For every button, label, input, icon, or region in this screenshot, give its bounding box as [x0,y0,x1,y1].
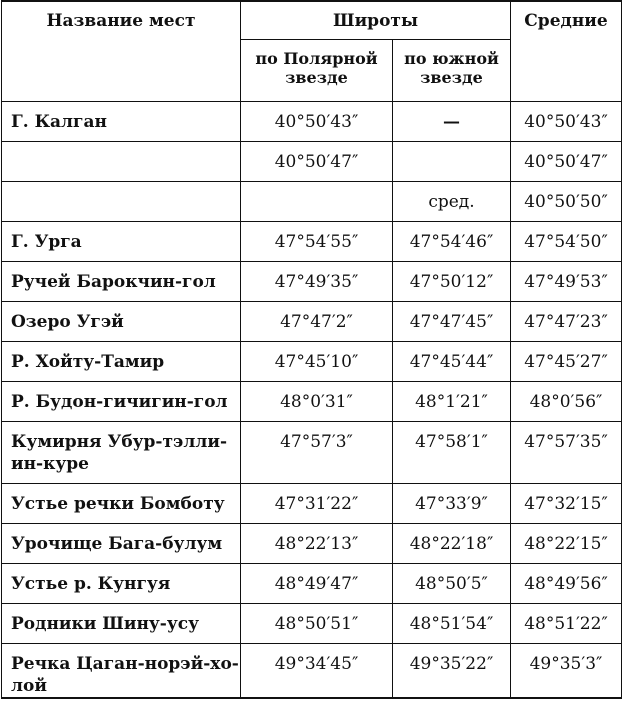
table-row [2,261,622,301]
latitude-polaris: 47°54′55″ [241,221,393,261]
table-row [2,563,622,603]
latitude-south: 49°35′22″ [393,643,511,698]
latitude-polaris: 48°50′51″ [241,603,393,643]
latitude-average: 47°47′23″ [511,301,622,341]
table-row [2,221,622,261]
place-name: Устье речки Бомботу [2,483,241,523]
latitude-south: 47°58′1″ [393,421,511,483]
latitude-polaris: 47°47′2″ [241,301,393,341]
latitude-south [393,141,511,181]
latitude-average: 48°0′56″ [511,381,622,421]
table-row [2,483,622,523]
latitude-average: 40°50′43″ [511,101,622,141]
place-name: Речка Цаган-норэй-хо-лой [2,643,241,698]
latitude-average: 47°45′27″ [511,341,622,381]
header-by-south-star: по южной звезде [393,39,511,101]
header-by-polaris: по Полярной звезде [241,39,393,101]
latitude-table [1,0,622,699]
table-row [2,603,622,643]
table-row [2,141,622,181]
place-name: Родники Шину-усу [2,603,241,643]
latitude-average: 49°35′3″ [511,643,622,698]
latitude-polaris: 40°50′47″ [241,141,393,181]
place-name [2,181,241,221]
latitude-south: 47°47′45″ [393,301,511,341]
latitude-average: 48°51′22″ [511,603,622,643]
latitude-average: 47°32′15″ [511,483,622,523]
latitude-south: 47°54′46″ [393,221,511,261]
table-row [2,421,622,483]
latitude-average: 40°50′50″ [511,181,622,221]
header-average: Средние [511,1,622,101]
latitude-polaris: 47°57′3″ [241,421,393,483]
header-latitudes: Широты [241,1,511,39]
latitude-polaris: 48°0′31″ [241,381,393,421]
table-row [2,181,622,221]
table-row [2,643,622,698]
latitude-south: 48°51′54″ [393,603,511,643]
header-place-names: Название мест [2,1,241,101]
latitude-polaris: 40°50′43″ [241,101,393,141]
table-row [2,101,622,141]
latitude-average: 48°22′15″ [511,523,622,563]
latitude-polaris: 47°31′22″ [241,483,393,523]
latitude-polaris: 48°22′13″ [241,523,393,563]
latitude-south: 47°50′12″ [393,261,511,301]
latitude-south: сред. [393,181,511,221]
latitude-average: 47°49′53″ [511,261,622,301]
table-row [2,381,622,421]
latitude-polaris [241,181,393,221]
latitude-polaris: 48°49′47″ [241,563,393,603]
table-row [2,341,622,381]
latitude-average: 47°54′50″ [511,221,622,261]
place-name [2,141,241,181]
place-name: Р. Хойту-Тамир [2,341,241,381]
latitude-south: 47°33′9″ [393,483,511,523]
place-name: Озеро Угэй [2,301,241,341]
place-name: Устье р. Кунгуя [2,563,241,603]
place-name: Р. Будон-гичигин-гол [2,381,241,421]
table-row [2,523,622,563]
latitude-south: — [393,101,511,141]
latitude-polaris: 47°49′35″ [241,261,393,301]
place-name: Г. Урга [2,221,241,261]
place-name: Урочище Бага-булум [2,523,241,563]
latitude-south: 48°1′21″ [393,381,511,421]
latitude-polaris: 49°34′45″ [241,643,393,698]
latitude-polaris: 47°45′10″ [241,341,393,381]
table-row [2,301,622,341]
latitude-south: 47°45′44″ [393,341,511,381]
place-name: Кумирня Убур-тэлли-ин-куре [2,421,241,483]
latitude-average: 40°50′47″ [511,141,622,181]
latitude-average: 47°57′35″ [511,421,622,483]
latitude-south: 48°50′5″ [393,563,511,603]
latitude-south: 48°22′18″ [393,523,511,563]
place-name: Г. Калган [2,101,241,141]
latitude-average: 48°49′56″ [511,563,622,603]
place-name: Ручей Барокчин-гол [2,261,241,301]
